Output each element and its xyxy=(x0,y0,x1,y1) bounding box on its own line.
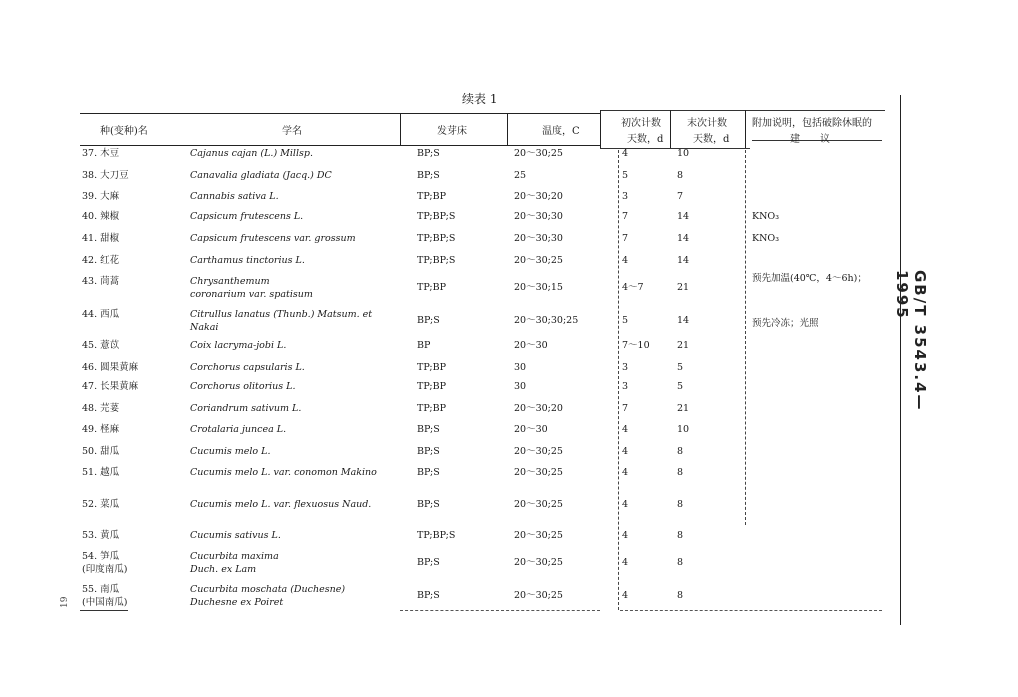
cell-latin-name: Cucumis melo L. var. flexuosus Naud. xyxy=(190,499,372,510)
cell-final-count: 5 xyxy=(677,362,684,373)
cell-substrate: TP;BP;S xyxy=(417,211,456,222)
cell-species-cont: (印度南瓜) xyxy=(82,564,128,575)
cell-first-count: 4 xyxy=(622,590,629,601)
cell-temperature: 20～30;25 xyxy=(514,530,563,541)
col-header-first-count-2: 天数，d xyxy=(627,134,664,145)
cell-species: 37. 木豆 xyxy=(82,148,120,159)
cell-substrate: TP;BP xyxy=(417,362,446,373)
cell-first-count: 3 xyxy=(622,191,629,202)
cell-latin-name-cont: Duch. ex Lam xyxy=(190,564,257,575)
col-header-notes-2: 建 议 xyxy=(790,134,830,145)
cell-final-count: 21 xyxy=(677,340,690,351)
cell-final-count: 8 xyxy=(677,170,684,181)
page-number: 19 xyxy=(60,596,70,608)
col-header-notes-1: 附加说明，包括破除休眠的 xyxy=(752,118,872,129)
cell-temperature: 20～30;25 xyxy=(514,590,563,601)
cell-final-count: 21 xyxy=(677,282,690,293)
cell-note: 预先冷冻；光照 xyxy=(752,318,819,329)
bottom-rule xyxy=(620,610,882,611)
cell-latin-name: Canavalia gladiata (Jacq.) DC xyxy=(190,170,332,181)
cell-substrate: TP;BP xyxy=(417,403,446,414)
cell-species: 43. 茼蒿 xyxy=(82,276,120,287)
cell-latin-name: Cucurbita moschata (Duchesne) xyxy=(190,584,346,595)
right-margin-rule xyxy=(900,95,901,625)
cell-substrate: TP;BP xyxy=(417,282,446,293)
cell-latin-name: Capsicum frutescens var. grossum xyxy=(190,233,356,244)
cell-latin-name: Corchorus capsularis L. xyxy=(190,362,305,373)
cell-final-count: 10 xyxy=(677,148,690,159)
cell-first-count: 7 xyxy=(622,403,629,414)
cell-latin-name: Capsicum frutescens L. xyxy=(190,211,304,222)
cell-first-count: 3 xyxy=(622,362,629,373)
cell-substrate: TP;BP;S xyxy=(417,530,456,541)
cell-substrate: BP;S xyxy=(417,446,440,457)
cell-final-count: 8 xyxy=(677,446,684,457)
cell-species: 45. 薏苡 xyxy=(82,340,120,351)
cell-temperature: 20～30;25 xyxy=(514,557,563,568)
cell-temperature: 20～30;15 xyxy=(514,282,563,293)
cell-first-count: 5 xyxy=(622,170,629,181)
cell-temperature: 20～30 xyxy=(514,424,548,435)
cell-temperature: 25 xyxy=(514,170,527,181)
cell-temperature: 30 xyxy=(514,362,527,373)
cell-final-count: 5 xyxy=(677,381,684,392)
cell-substrate: BP;S xyxy=(417,170,440,181)
cell-latin-name-cont: coronarium var. spatisum xyxy=(190,289,313,300)
cell-first-count: 4 xyxy=(622,148,629,159)
cell-latin-name: Cucurbita maxima xyxy=(190,551,279,562)
cell-temperature: 20～30;30 xyxy=(514,233,563,244)
standard-code: GB/T 3543.4—1995 xyxy=(893,270,929,412)
cell-latin-name: Cannabis sativa L. xyxy=(190,191,279,202)
col-header-species: 种(变种)名 xyxy=(100,126,148,137)
body-col-sep xyxy=(745,150,746,525)
cell-species: 41. 甜椒 xyxy=(82,233,120,244)
cell-species: 40. 辣椒 xyxy=(82,211,120,222)
cell-temperature: 20～30;20 xyxy=(514,191,563,202)
cell-final-count: 21 xyxy=(677,403,690,414)
cell-species: 46. 圆果黄麻 xyxy=(82,362,139,373)
cell-final-count: 7 xyxy=(677,191,684,202)
header-col-sep xyxy=(745,110,746,148)
cell-substrate: BP;S xyxy=(417,557,440,568)
cell-latin-name: Carthamus tinctorius L. xyxy=(190,255,305,266)
cell-note: KNO₃ xyxy=(752,233,780,244)
cell-latin-name: Chrysanthemum xyxy=(190,276,270,287)
cell-first-count: 7 xyxy=(622,211,629,222)
cell-species: 50. 甜瓜 xyxy=(82,446,120,457)
cell-temperature: 20～30;25 xyxy=(514,446,563,457)
cell-species: 47. 长果黄麻 xyxy=(82,381,139,392)
cell-latin-name: Cucumis melo L. xyxy=(190,446,271,457)
cell-latin-name: Cucumis sativus L. xyxy=(190,530,281,541)
cell-latin-name: Corchorus olitorius L. xyxy=(190,381,296,392)
bottom-rule xyxy=(80,610,128,611)
cell-latin-name: Cajanus cajan (L.) Millsp. xyxy=(190,148,313,159)
cell-final-count: 14 xyxy=(677,255,690,266)
cell-final-count: 8 xyxy=(677,590,684,601)
header-bottom-rule xyxy=(80,145,600,146)
cell-final-count: 8 xyxy=(677,499,684,510)
cell-substrate: TP;BP;S xyxy=(417,255,456,266)
cell-substrate: BP;S xyxy=(417,148,440,159)
table-caption: 续表 1 xyxy=(462,92,498,106)
cell-species: 39. 大麻 xyxy=(82,191,120,202)
cell-latin-name: Crotalaria juncea L. xyxy=(190,424,287,435)
cell-species: 53. 黄瓜 xyxy=(82,530,120,541)
cell-final-count: 8 xyxy=(677,557,684,568)
cell-final-count: 14 xyxy=(677,211,690,222)
cell-substrate: BP;S xyxy=(417,590,440,601)
col-header-temperature: 温度，C xyxy=(542,126,580,137)
cell-species: 54. 笋瓜 xyxy=(82,551,120,562)
cell-species: 44. 西瓜 xyxy=(82,309,120,320)
cell-substrate: BP;S xyxy=(417,315,440,326)
cell-substrate: BP xyxy=(417,340,431,351)
cell-species: 52. 菜瓜 xyxy=(82,499,120,510)
cell-species: 49. 柽麻 xyxy=(82,424,120,435)
header-top-rule-right xyxy=(600,110,885,111)
cell-temperature: 20～30;25 xyxy=(514,148,563,159)
cell-first-count: 5 xyxy=(622,315,629,326)
cell-first-count: 4 xyxy=(622,467,629,478)
header-col-sep xyxy=(507,113,508,145)
cell-temperature: 20～30;30;25 xyxy=(514,315,579,326)
cell-species: 48. 芫荽 xyxy=(82,403,120,414)
header-top-rule xyxy=(80,113,600,114)
col-header-latin: 学名 xyxy=(282,126,302,137)
cell-temperature: 20～30 xyxy=(514,340,548,351)
header-col-sep xyxy=(670,110,671,148)
cell-first-count: 4 xyxy=(622,499,629,510)
cell-substrate: BP;S xyxy=(417,424,440,435)
cell-substrate: TP;BP;S xyxy=(417,233,456,244)
cell-first-count: 4 xyxy=(622,557,629,568)
cell-species: 51. 越瓜 xyxy=(82,467,120,478)
cell-species: 38. 大刀豆 xyxy=(82,170,129,181)
col-header-final-count-2: 天数，d xyxy=(693,134,730,145)
col-header-first-count-1: 初次计数 xyxy=(621,118,661,129)
cell-first-count: 4 xyxy=(622,255,629,266)
cell-temperature: 20～30;25 xyxy=(514,255,563,266)
body-col-sep xyxy=(618,150,619,610)
header-col-sep xyxy=(400,113,401,145)
cell-species-cont: (中国南瓜) xyxy=(82,597,128,608)
cell-substrate: TP;BP xyxy=(417,381,446,392)
cell-first-count: 3 xyxy=(622,381,629,392)
cell-final-count: 14 xyxy=(677,233,690,244)
cell-first-count: 4 xyxy=(622,424,629,435)
cell-final-count: 8 xyxy=(677,467,684,478)
col-header-final-count-1: 末次计数 xyxy=(687,118,727,129)
cell-substrate: BP;S xyxy=(417,499,440,510)
cell-species: 55. 南瓜 xyxy=(82,584,120,595)
cell-temperature: 20～30;25 xyxy=(514,499,563,510)
cell-first-count: 7～10 xyxy=(622,340,650,351)
cell-latin-name: Citrullus lanatus (Thunb.) Matsum. et xyxy=(190,309,373,320)
cell-first-count: 4 xyxy=(622,530,629,541)
cell-temperature: 20～30;25 xyxy=(514,467,563,478)
cell-note: KNO₃ xyxy=(752,211,780,222)
cell-final-count: 10 xyxy=(677,424,690,435)
cell-first-count: 7 xyxy=(622,233,629,244)
cell-temperature: 20～30;20 xyxy=(514,403,563,414)
cell-latin-name: Coix lacryma-jobi L. xyxy=(190,340,287,351)
cell-temperature: 30 xyxy=(514,381,527,392)
cell-latin-name-cont: Nakai xyxy=(190,322,219,333)
cell-substrate: TP;BP xyxy=(417,191,446,202)
cell-latin-name-cont: Duchesne ex Poiret xyxy=(190,597,284,608)
cell-final-count: 8 xyxy=(677,530,684,541)
cell-temperature: 20～30;30 xyxy=(514,211,563,222)
header-col-sep xyxy=(600,110,601,148)
cell-species: 42. 红花 xyxy=(82,255,120,266)
cell-first-count: 4 xyxy=(622,446,629,457)
bottom-rule xyxy=(400,610,600,611)
cell-note: 预先加温(40℃，4～6h)； xyxy=(752,273,867,284)
cell-latin-name: Coriandrum sativum L. xyxy=(190,403,302,414)
cell-final-count: 14 xyxy=(677,315,690,326)
cell-substrate: BP;S xyxy=(417,467,440,478)
cell-first-count: 4～7 xyxy=(622,282,644,293)
col-header-substrate: 发芽床 xyxy=(437,126,467,137)
cell-latin-name: Cucumis melo L. var. conomon Makino xyxy=(190,467,377,478)
